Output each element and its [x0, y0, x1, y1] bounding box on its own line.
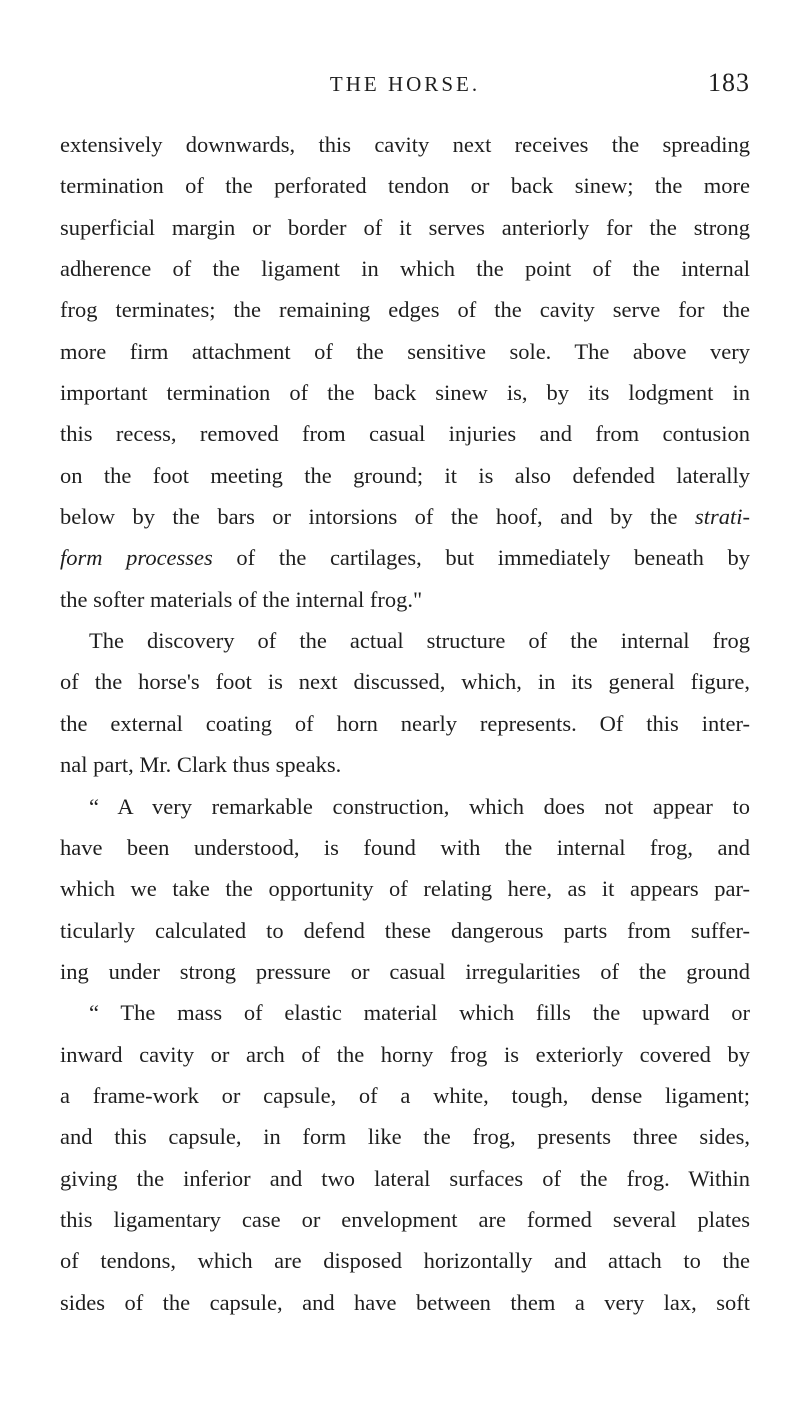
text-line: ing under strong pressure or casual irregularities of the ground — [60, 958, 750, 984]
text-line: frog terminates; the remaining edges of the cavity serve for the — [60, 297, 750, 323]
text-line: have been understood, is found with the internal frog, and — [60, 834, 750, 860]
text-line: extensively downwards, this cavity next receives the spreading — [60, 132, 750, 157]
text-line: which we take the opportunity of relating here, as it appears par- — [60, 876, 750, 902]
text-line: important termination of the back sinew is, by its lodgment in — [60, 380, 750, 406]
text-line: ticularly calculated to defend these dangerous parts from suffer- — [60, 917, 750, 943]
text-line: inward cavity or arch of the horny frog is exteriorly covered by — [60, 1041, 750, 1067]
text-line: sides of the capsule, and have between them a very lax, soft — [60, 1289, 750, 1315]
text-line: a frame-work or capsule, of a white, tough, dense ligament; — [60, 1082, 750, 1108]
body-text — [60, 124, 750, 1323]
text-line: superficial margin or border of it serves anteriorly for the strong — [60, 214, 750, 240]
text-line: below by the bars or intorsions of the hoof, and by the strati- — [60, 504, 750, 530]
text-line: form processes of the cartilages, but immediately beneath by — [60, 545, 751, 571]
italic-phrase: form processes — [60, 545, 213, 571]
text-line: The discovery of the actual structure of the internal frog — [89, 628, 750, 654]
text-line: more firm attachment of the sensitive sole. The above very — [60, 338, 750, 364]
text-line: adherence of the ligament in which the point of the internal — [60, 256, 750, 282]
running-title: THE HORSE. — [329, 72, 481, 96]
text-line: the softer materials of the internal frog." — [60, 586, 423, 612]
italic-phrase: strati- — [694, 504, 750, 530]
text-line: of the horse's foot is next discussed, which, in its general figure, — [60, 669, 750, 695]
text-line: termination of the perforated tendon or back sinew; the more — [60, 173, 750, 199]
text-line: of tendons, which are disposed horizontally and attach to the — [60, 1248, 750, 1274]
text-line: and this capsule, in form like the frog, presents three sides, — [60, 1124, 750, 1150]
text-line: “ The mass of elastic material which fills the upward or — [89, 1000, 750, 1026]
running-head — [60, 66, 750, 106]
text-line: on the foot meeting the ground; it is also defended laterally — [60, 462, 750, 488]
text-line: this recess, removed from casual injuries and from contusion — [60, 421, 750, 447]
page-number: 183 — [708, 68, 750, 97]
text-line: the external coating of horn nearly represents. Of this inter- — [60, 710, 750, 736]
text-line: this ligamentary case or envelopment are formed several plates — [60, 1206, 750, 1232]
text-line: nal part, Mr. Clark thus speaks. — [60, 752, 342, 778]
text-line: giving the inferior and two lateral surfaces of the frog. Within — [60, 1165, 750, 1191]
text-line: “ A very remarkable construction, which does not appear to — [89, 793, 750, 819]
